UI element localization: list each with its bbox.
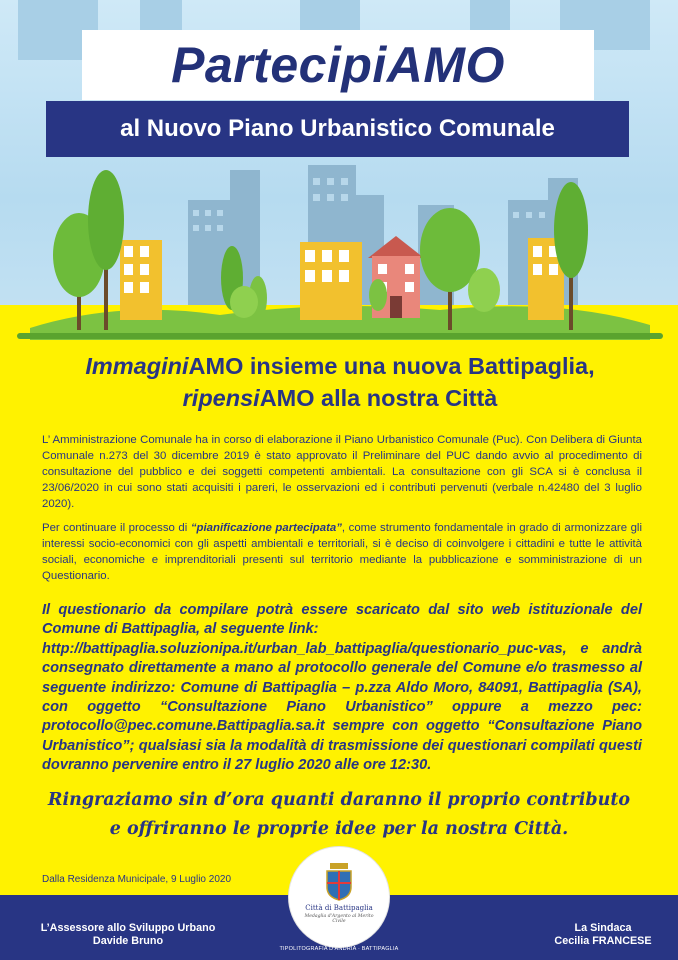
page-subtitle: al Nuovo Piano Urbanistico Comunale xyxy=(120,115,555,142)
intro-paragraph: L’ Amministrazione Comunale ha in corso di elaborazione il Piano Urbanistico Comunale (Puc). Con Delibera di Giunta Comunale n.273 del 30 dicembre 2019 è stato approvato il Preliminare del PUC dando avvio al procedimento di consultazione del pubblico e dei soggetti competenti ambientali. La consultazione con gli SCA si è conclusa il 23/06/2020 in cui sono stati acquisiti i pareri, le osservazioni ed i contributi pervenuti (verbale n.42480 del 3 luglio 2020). xyxy=(42,434,642,510)
yellow-building-left xyxy=(120,240,162,320)
headline xyxy=(20,350,660,414)
questionnaire-paragraph: Il questionario da compilare potrà essere scaricato dal sito web istituzionale del Comune di Battipaglia, al seguente link: http://battipaglia.soluzionipa.it/urban_lab_battipaglia/questionario_puc-vas, e andrà consegnato direttamente a mano al protocollo generale del Comune e/o trasmesso al seguente indirizzo: Comune di Battipaglia – p.zza Aldo Moro, 84091, Battipaglia (SA), con oggetto “Consultazione Piano Urbanistico” oppure a mezzo pec: protocollo@pec.comune.Battipaglia.sa.it sempre con oggetto “Consultazione Piano Urbanistico”; qualsiasi sia la modalità di trasmissione dei questionari compilati questi dovranno pervenire entro il 27 luglio 2020 alle ore 12:30. xyxy=(42,602,642,774)
title-banner xyxy=(82,30,594,100)
city-seal xyxy=(288,846,390,948)
participation-paragraph: Per continuare il processo di “pianificazione partecipata”, come strumento fondamentale in grado di armonizzare gli interessi socio-economici con gli aspetti ambientali e territoriali, si è deciso di coinvolgere i cittadini e tutte le attività sociali, economiche e imprenditoriali presenti sul territorio mediante la pubblicazione e somministrazione di un Questionario. xyxy=(42,522,642,582)
dateline: Dalla Residenza Municipale, 9 Luglio 2020 xyxy=(42,874,232,885)
subtitle-banner xyxy=(46,101,629,157)
page-title: PartecipiAMO xyxy=(171,37,505,93)
seal-tagline: Medaglia d'Argento al Merito Civile xyxy=(304,914,374,924)
headline-line-2: ripensiAMO alla nostra Città xyxy=(182,385,498,411)
town-illustration xyxy=(0,150,678,340)
headline-line-1: ImmaginiAMO insieme una nuova Battipaglia, xyxy=(85,353,595,379)
questionnaire-link[interactable]: http://battipaglia.soluzionipa.it/urban_lab_battipaglia/questionario_puc-vas xyxy=(42,640,563,657)
signature-mayor: La Sindaca Cecilia FRANCESE xyxy=(554,922,652,947)
printer-credit: TIPOLITOGRAFIA D'ANDRIA · BATTIPAGLIA xyxy=(279,946,399,952)
signature-assessor: L’Assessore allo Sviluppo Urbano Davide Bruno xyxy=(40,922,216,947)
thanks-message: Ringraziamo sin d’ora quanti daranno il proprio contributo e offriranno le proprie idee per la nostra Città. xyxy=(47,790,631,839)
seal-name: Città di Battipaglia xyxy=(305,904,373,912)
yellow-building-center xyxy=(300,242,362,320)
coat-of-arms-icon xyxy=(322,863,356,901)
